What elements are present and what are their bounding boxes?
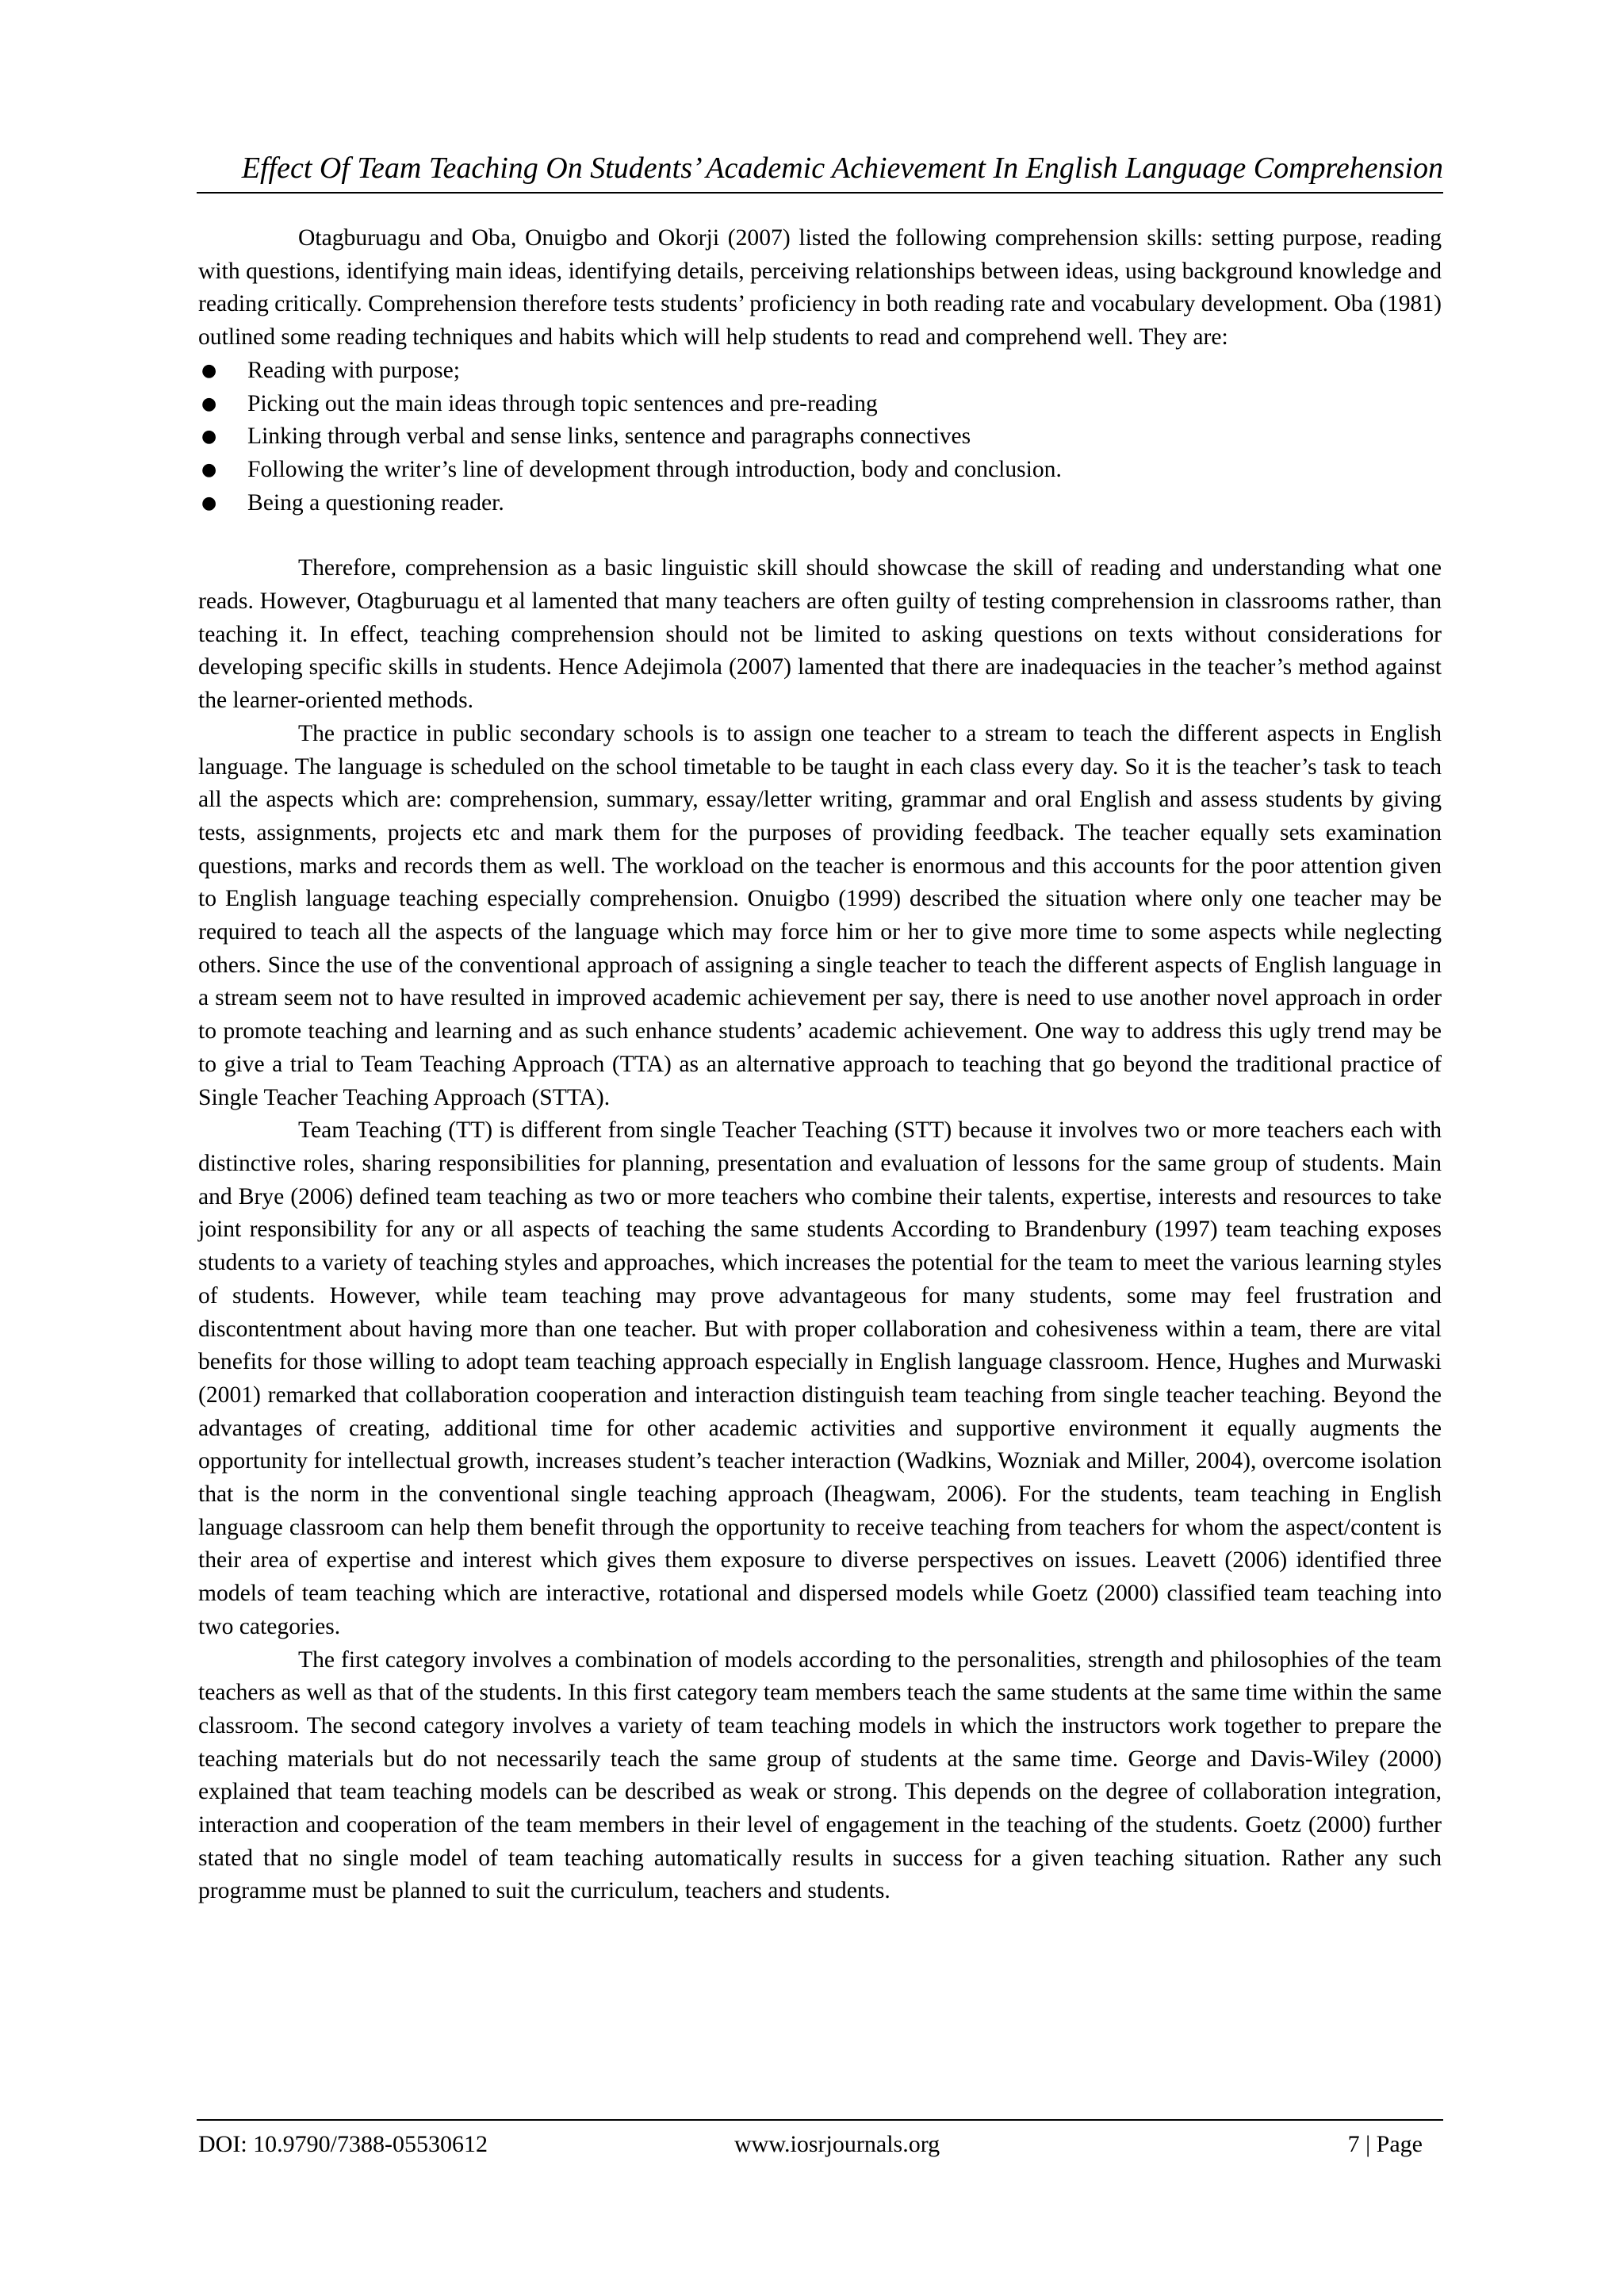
paragraph-team-teaching-definition: Team Teaching (TT) is different from single Teacher Teaching (STT) because it involves two or more teachers each with distinctive roles, sharing responsibilities for planning, presentation and evaluation of lessons for the same group of students. Main and Brye (2006) defined team teaching as two or more teachers who combine their talents, expertise, interests and resources to take joint responsibility for any or all aspects of teaching the same students According to Brandenbury (1997) team teaching exposes students to a variety of teaching styles and approaches, which increases the potential for the team to meet the various learning styles of students. However, while team teaching may prove advantageous for many students, some may feel frustration and discontentment about having more than one teacher. But with proper collaboration and cohesiveness within a team, there are vital benefits for those willing to adopt team teaching approach especially in English language classroom. Hence, Hughes and Murwaski (2001) remarked that collaboration cooperation and interaction distinguish team teaching from single teacher teaching. Beyond the advantages of creating, additional time for other academic activities and supportive environment it equally augments the opportunity for intellectual growth, increases student’s teacher interaction (Wadkins, Wozniak and Miller, 2004), overcome isolation that is the norm in the conventional single teaching approach (Iheagwam, 2006). For the students, team teaching in English language classroom can help them benefit through the opportunity to receive teaching from teachers for whom the aspect/content is their area of expertise and interest which gives them exposure to diverse perspectives on issues. Leavett (2006) identified three models of team teaching which are interactive, rotational and dispersed models while Goetz (2000) classified team teaching into two categories. bbox=[198, 1117, 1442, 1639]
list-item: ● Following the writer’s line of development through introduction, body and conclusion. bbox=[198, 454, 1442, 487]
footer-page-number: 7 | Page bbox=[1347, 2131, 1423, 2157]
list-item: ● Picking out the main ideas through topic sentences and pre-reading bbox=[198, 388, 1442, 421]
bullet-icon: ● bbox=[201, 493, 217, 513]
page-footer bbox=[198, 2129, 1442, 2164]
running-header: Effect Of Team Teaching On Students’ Academic Achievement In English Language Comprehension bbox=[241, 151, 1443, 185]
paragraph-team-teaching-categories: The first category involves a combination of models according to the personalities, strength and philosophies of the team teachers as well as that of the students. In this first category team members teach the same students at the same time within the same classroom. The second category involves a variety of team teaching models in which the instructors work together to prepare the teaching materials but do not necessarily teach the same group of students at the same time. George and Davis-Wiley (2000) explained that team teaching models can be described as weak or strong. This depends on the degree of collaboration integration, interaction and cooperation of the team members in their level of engagement in the teaching of the students. Goetz (2000) further stated that no single model of team teaching automatically results in success for a given teaching situation. Rather any such programme must be planned to suit the curriculum, teachers and students. bbox=[198, 1646, 1442, 1904]
list-item: ● Reading with purpose; bbox=[198, 355, 1442, 388]
bullet-icon: ● bbox=[201, 427, 217, 447]
paragraph-public-secondary-schools: The practice in public secondary schools is to assign one teacher to a stream to teach the different aspects in English language. The language is scheduled on the school timetable to be taught in each class every day. So it is the teacher’s task to teach all the aspects which are: comprehension, summary, essay/letter writing, grammar and oral English and assess students by giving tests, assignments, projects etc and mark them for the purposes of providing feedback. The teacher equally sets examination questions, marks and records them as well. The workload on the teacher is enormous and this accounts for the poor attention given to English language teaching especially comprehension. Onuigbo (1999) described the situation where only one teacher may be required to teach all the aspects of the language which may force him or her to give more time to some aspects while neglecting others. Since the use of the conventional approach of assigning a single teacher to teach the different aspects of English language in a stream seem not to have resulted in improved academic achievement per say, there is need to use another novel approach in order to promote teaching and learning and as such enhance students’ academic achievement. One way to address this ugly trend may be to give a trial to Team Teaching Approach (TTA) as an alternative approach to teaching that go beyond the traditional practice of Single Teacher Teaching Approach (STTA). bbox=[198, 720, 1442, 1110]
footer-rule bbox=[197, 2119, 1443, 2121]
header-rule bbox=[197, 192, 1443, 194]
reading-techniques-list bbox=[198, 355, 1442, 520]
paragraph-comprehension-skills: Otagburuagu and Oba, Onuigbo and Okorji (2007) listed the following comprehension skills: setting purpose, reading with questions, identifying main ideas, identifying details, perceiving relationships between ideas, using background knowledge and reading critically. Comprehension therefore tests students’ proficiency in both reading rate and vocabulary development. Oba (1981) outlined some reading techniques and habits which will help students to read and comprehend well. They are: bbox=[198, 225, 1442, 351]
footer-doi: DOI: 10.9790/7388-05530612 bbox=[198, 2131, 488, 2157]
paragraph-comprehension-skill: Therefore, comprehension as a basic linguistic skill should showcase the skill of reading and understanding what one reads. However, Otagburuagu et al lamented that many teachers are often guilty of testing comprehension in classrooms rather, than teaching it. In effect, teaching comprehension should not be limited to asking questions on texts without considerations for developing specific skills in students. Hence Adejimola (2007) lamented that there are inadequacies in the teacher’s method against the learner-oriented methods. bbox=[198, 555, 1442, 714]
list-item: ● Linking through verbal and sense links, sentence and paragraphs connectives bbox=[198, 420, 1442, 454]
bullet-icon: ● bbox=[201, 393, 217, 414]
bullet-icon: ● bbox=[201, 360, 217, 381]
bullet-icon: ● bbox=[201, 459, 217, 480]
footer-website: www.iosrjournals.org bbox=[734, 2131, 940, 2157]
list-item: ● Being a questioning reader. bbox=[198, 487, 1442, 520]
article-body bbox=[198, 222, 1442, 1908]
